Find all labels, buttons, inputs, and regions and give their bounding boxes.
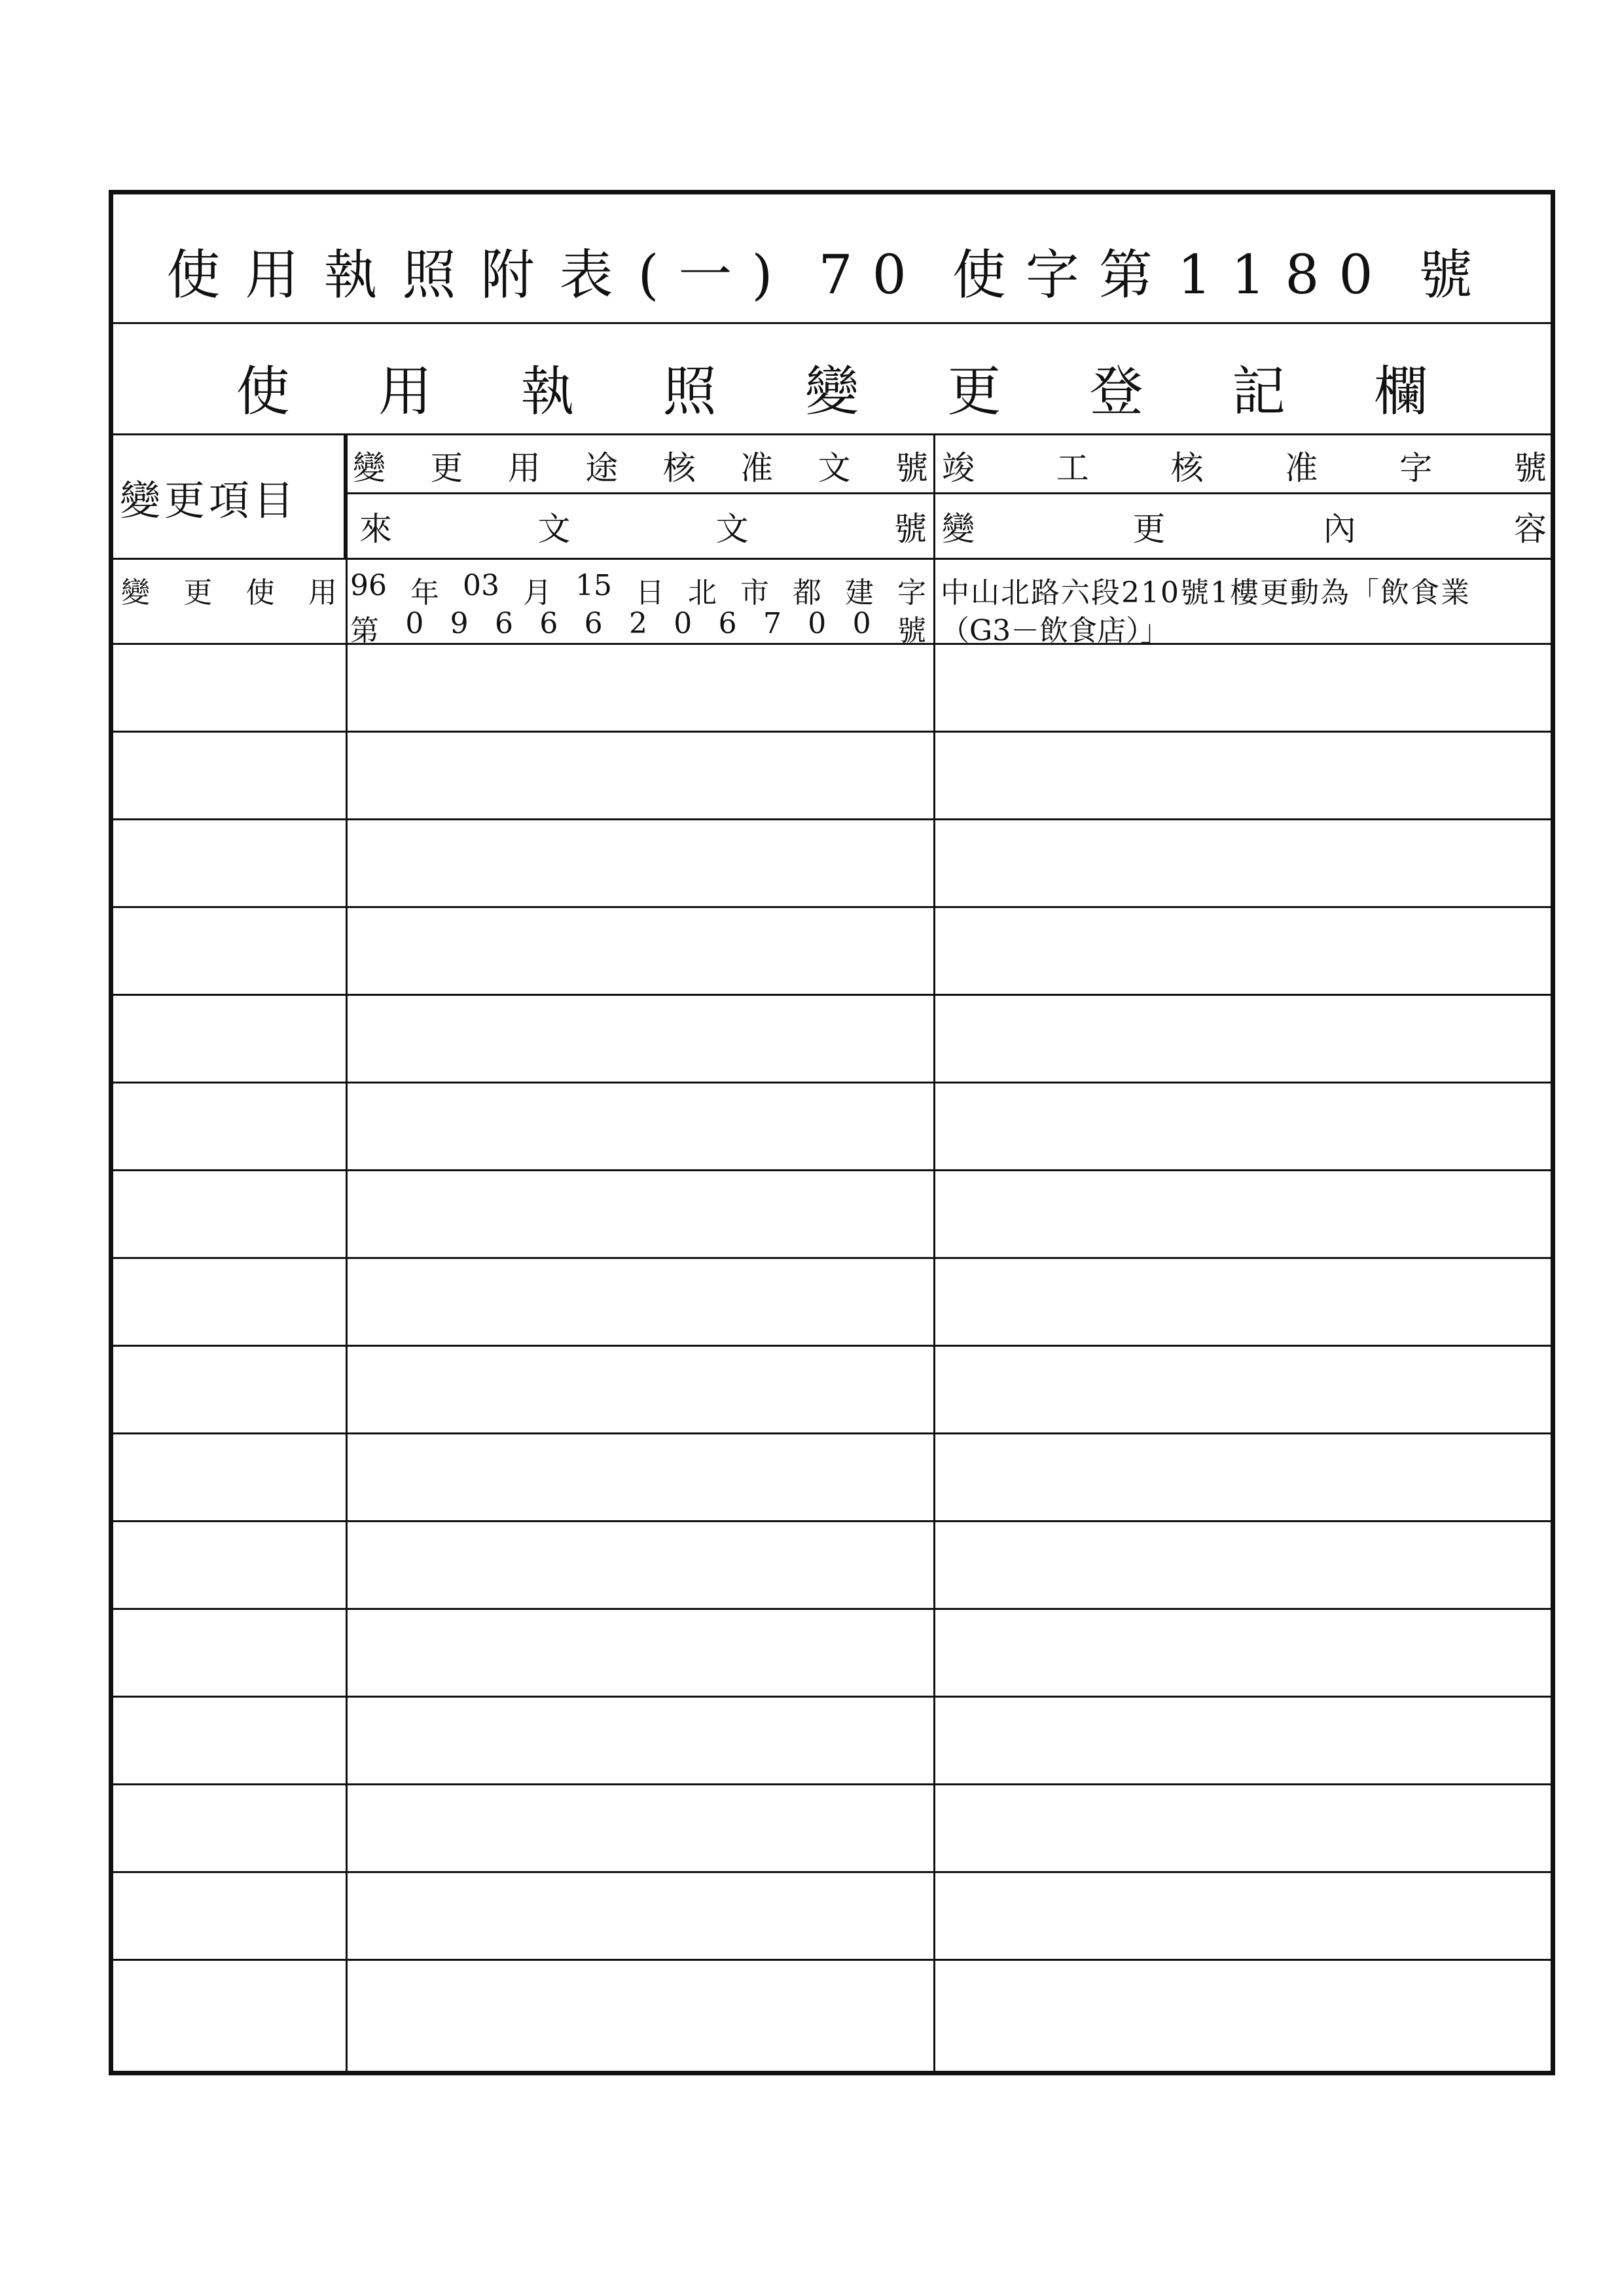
header-char: 容 <box>1513 509 1547 548</box>
header-char: 號 <box>1513 448 1547 487</box>
subtitle-char: 更 <box>947 361 1001 423</box>
entry-change-item <box>121 569 337 611</box>
title-part: 附 <box>480 244 554 306</box>
header-char: 內 <box>1323 509 1356 548</box>
subtitle-char: 欄 <box>1374 361 1428 423</box>
entry-item-char: 使 <box>245 576 275 610</box>
subtitle-char: 用 <box>378 361 432 423</box>
title-part: 70 <box>818 244 926 306</box>
entry-doc-char: 0 <box>852 607 871 640</box>
header-char: 用 <box>507 448 541 487</box>
subtitle-row <box>113 324 1551 435</box>
title-part: 使 <box>166 244 240 306</box>
header-char: 文 <box>818 448 851 487</box>
entry-doc-char: 03 <box>463 569 499 602</box>
entry-doc-char: 都 <box>793 576 821 610</box>
entry-content-line-2: （G3－飲食店）」 <box>941 614 1170 647</box>
entry-doc-line-2 <box>350 607 926 649</box>
empty-row <box>113 733 1551 820</box>
entry-doc-char: 6 <box>584 607 603 640</box>
subtitle-char: 登 <box>1089 361 1143 423</box>
header-incoming-doc-number <box>348 494 933 558</box>
header-char: 准 <box>1285 448 1318 487</box>
form-subtitle <box>113 349 1551 423</box>
entry-doc-char: 0 <box>808 607 827 640</box>
empty-row <box>113 820 1551 908</box>
header-change-item <box>113 435 346 560</box>
empty-row <box>113 1522 1551 1610</box>
header-completion-approval-number <box>935 438 1551 494</box>
header-char: 竣 <box>942 448 975 487</box>
header-char: 來 <box>359 509 392 548</box>
form-title <box>113 232 1551 309</box>
entry-doc-char: 字 <box>897 576 926 610</box>
entry-doc-char: 15 <box>575 569 612 602</box>
header-char: 准 <box>740 448 774 487</box>
title-part: 表 <box>559 244 633 306</box>
entry-doc-char: 96 <box>350 569 387 602</box>
header-char: 途 <box>585 448 619 487</box>
empty-row <box>113 1259 1551 1347</box>
entry-doc-char: 年 <box>410 576 439 610</box>
empty-row <box>113 1171 1551 1259</box>
entry-doc-char: 月 <box>523 576 552 610</box>
empty-row <box>113 1084 1551 1171</box>
empty-row <box>113 1873 1551 1961</box>
entry-doc-char: 0 <box>674 607 692 640</box>
entry-doc-char: 北 <box>688 576 717 610</box>
entry-doc-char: 9 <box>450 607 469 640</box>
entry-doc-char: 2 <box>628 607 647 640</box>
entry-doc-char: 0 <box>405 607 424 640</box>
header-char: 更 <box>1132 509 1166 548</box>
subtitle-char: 變 <box>804 361 859 423</box>
empty-row <box>113 1610 1551 1698</box>
title-part: 號 <box>1418 244 1492 306</box>
permit-change-form <box>109 190 1555 2075</box>
entry-doc-char: 6 <box>539 607 558 640</box>
title-part: 使字第 <box>952 244 1172 306</box>
empty-row <box>113 645 1551 733</box>
title-part: (一) <box>638 244 793 306</box>
header-change-content <box>935 494 1551 558</box>
title-part: 照 <box>402 244 476 306</box>
empty-row <box>113 1347 1551 1434</box>
header-char: 更 <box>430 448 463 487</box>
empty-row <box>113 996 1551 1084</box>
header-char: 字 <box>1399 448 1433 487</box>
header-approval-doc-number <box>348 438 933 494</box>
header-char: 核 <box>662 448 696 487</box>
entry-doc-char: 6 <box>718 607 737 640</box>
header-char: 文 <box>537 509 571 548</box>
entry-doc-line-1 <box>350 569 926 611</box>
header-char: 變 <box>353 448 386 487</box>
entry-content-line-1: 中山北路六段210號1樓更動為「飲食業 <box>941 576 1471 610</box>
subtitle-char: 照 <box>662 361 717 423</box>
entry-item-char: 更 <box>183 576 213 610</box>
header-char: 工 <box>1056 448 1089 487</box>
empty-row <box>113 1785 1551 1873</box>
entry-item-char: 用 <box>308 576 337 610</box>
entry-doc-char: 號 <box>897 614 926 647</box>
subtitle-char: 使 <box>236 361 290 423</box>
title-part: 執 <box>323 244 397 306</box>
header-char: 號 <box>895 448 928 487</box>
empty-row <box>113 908 1551 996</box>
header-char: 文 <box>715 509 749 548</box>
entry-doc-char: 建 <box>845 576 874 610</box>
entry-doc-char: 第 <box>350 614 379 647</box>
entry-doc-char: 7 <box>763 607 782 640</box>
entry-doc-char: 6 <box>494 607 513 640</box>
title-part: 1180 <box>1177 244 1393 306</box>
entry-doc-char: 市 <box>740 576 769 610</box>
header-change-item-label: 變更項目 <box>120 477 298 524</box>
subtitle-char: 執 <box>520 361 575 423</box>
subtitle-char: 記 <box>1231 361 1285 423</box>
entry-doc-char: 日 <box>636 576 664 610</box>
header-char: 變 <box>942 509 975 548</box>
title-part: 用 <box>245 244 319 306</box>
empty-row <box>113 1434 1551 1522</box>
empty-row <box>113 1961 1551 2049</box>
header-char: 核 <box>1170 448 1204 487</box>
empty-row <box>113 1698 1551 1785</box>
title-row <box>113 194 1551 324</box>
header-char: 號 <box>893 509 927 548</box>
entry-item-char: 變 <box>121 576 150 610</box>
